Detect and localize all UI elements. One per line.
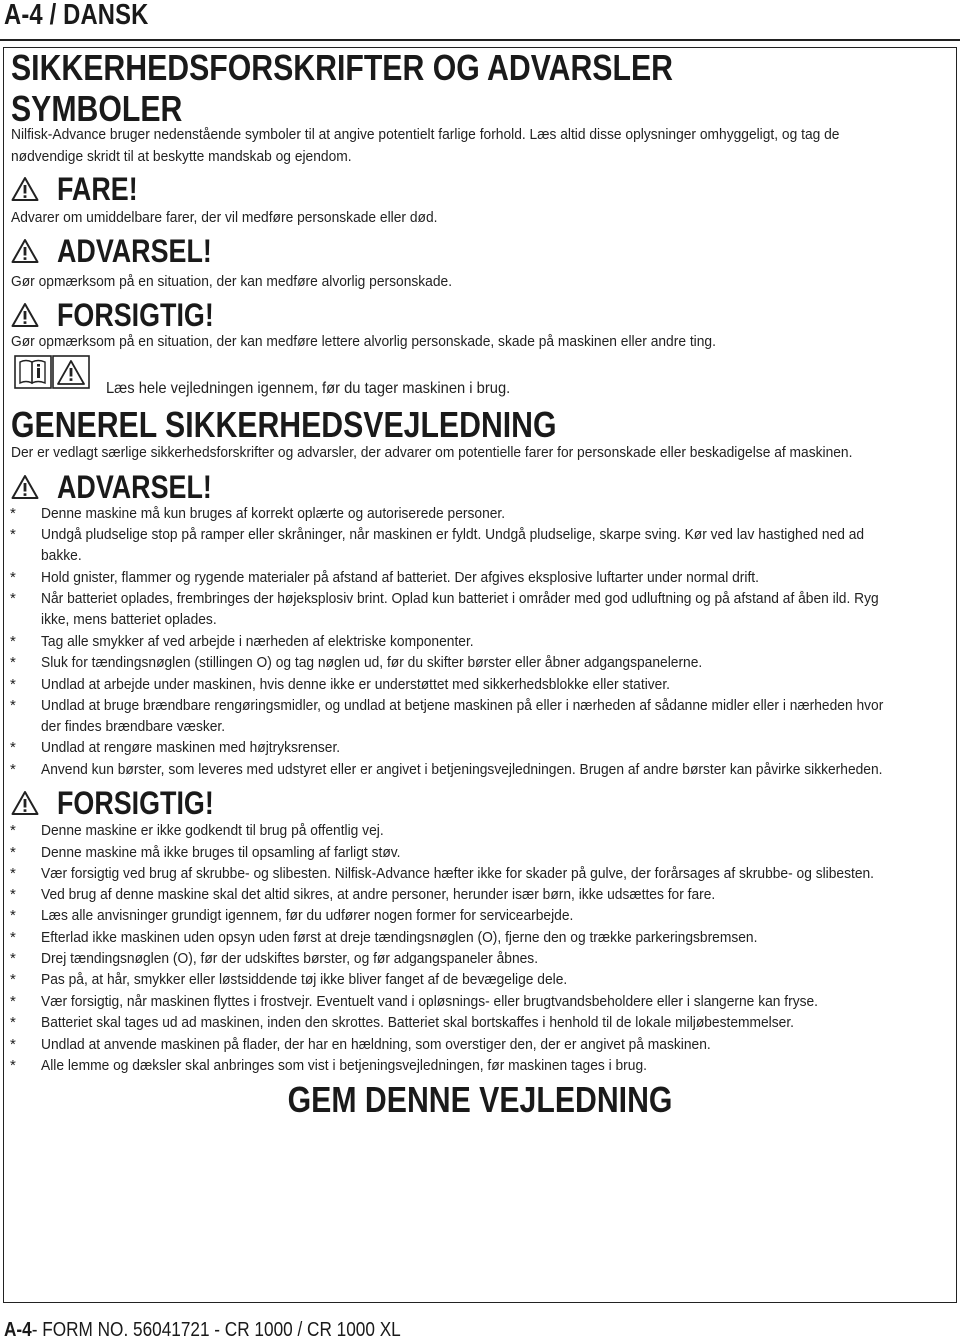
caution-label: FORSIGTIG! — [57, 297, 214, 333]
header-divider — [0, 39, 960, 41]
symbol-danger — [11, 173, 153, 205]
general-safety-heading: GENEREL SIKKERHEDSVEJLEDNING — [11, 404, 557, 445]
general-intro: Der er vedlagt særlige sikkerhedsforskrifter og advarsler, der advarer om potentielle farer for personskade eller beskadigelse af maskinen. — [11, 444, 853, 461]
warning-triangle-icon — [11, 302, 39, 328]
warning-triangle-icon — [11, 474, 39, 500]
page-header — [0, 0, 960, 40]
caution-section-heading: FORSIGTIG! — [11, 787, 244, 819]
caution-description: Gør opmærksom på en situation, der kan medføre lettere alvorlig personskade, skade på maskinen eller andre ting. — [11, 333, 716, 350]
danger-label: FARE! — [57, 171, 138, 207]
symbols-intro-line-1: Nilfisk-Advance bruger nedenstående symboler til at angive potentielt farlige forhold. Læs altid disse oplysninger omhyggeligt, og tag de — [11, 126, 840, 143]
danger-description: Advarer om umiddelbare farer, der vil medføre personskade eller død. — [11, 209, 438, 226]
warning-triangle-icon — [11, 238, 39, 264]
footer-form-number: - FORM NO. 56041721 - CR 1000 / CR 1000 XL — [31, 1319, 401, 1341]
footer-page-number: A-4 — [4, 1319, 32, 1341]
manual-notice-text: Læs hele vejledningen igennem, før du tager maskinen i brug. — [106, 380, 511, 397]
page-footer — [4, 1318, 465, 1341]
warning-label: ADVARSEL! — [57, 233, 212, 269]
page-title: SIKKERHEDSFORSKRIFTER OG ADVARSLER — [11, 47, 673, 88]
warning-triangle-icon — [53, 356, 89, 388]
warning-triangle-icon — [11, 176, 39, 202]
manual-notice-icons — [14, 355, 90, 389]
symbol-warning — [11, 235, 241, 267]
symbols-intro-line-2: nødvendige skridt til at beskytte mandskab og ejendom. — [11, 148, 352, 165]
warning-section-heading: ADVARSEL! — [11, 471, 241, 503]
symbols-heading: SYMBOLER — [11, 88, 183, 129]
warning-description: Gør opmærksom på en situation, der kan medføre alvorlig personskade. — [11, 273, 453, 290]
page-header-title: A-4 / DANSK — [4, 0, 149, 31]
symbol-caution — [11, 299, 244, 331]
closing-statement: GEM DENNE VEJLEDNING — [287, 1079, 673, 1120]
warning-triangle-icon — [11, 790, 39, 816]
manual-book-icon — [15, 356, 51, 388]
